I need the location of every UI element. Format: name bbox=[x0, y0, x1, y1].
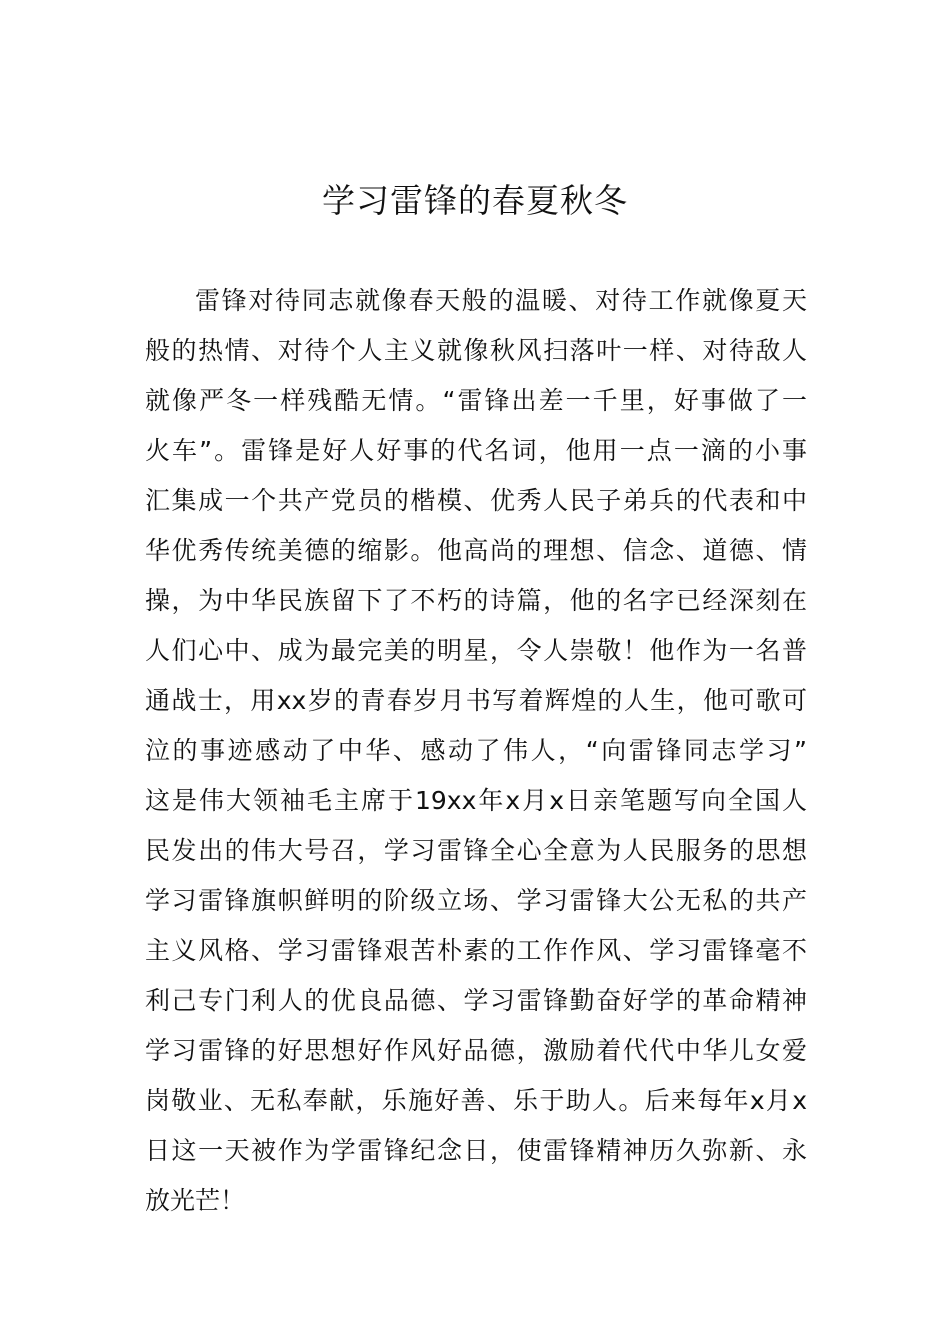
text-line: 火车”。雷锋是好人好事的代名词，他用一点一滴的小事 bbox=[145, 436, 807, 465]
text-line: 汇集成一个共产党员的楷模、优秀人民子弟兵的代表和中 bbox=[145, 486, 807, 515]
text-line: 般的热情、对待个人主义就像秋风扫落叶一样、对待敌人 bbox=[145, 336, 807, 365]
text-line: 利己专门利人的优良品德、学习雷锋勤奋好学的革命精神 bbox=[145, 986, 807, 1015]
text-line: 放光芒！ bbox=[145, 1186, 246, 1215]
document-title: 学习雷锋的春夏秋冬 bbox=[322, 181, 628, 220]
text-line: 就像严冬一样残酷无情。“雷锋出差一千里，好事做了一 bbox=[145, 386, 807, 415]
text-line: 操，为中华民族留下了不朽的诗篇，他的名字已经深刻在 bbox=[145, 586, 807, 615]
text-line: 人们心中、成为最完美的明星，令人崇敬！他作为一名普 bbox=[145, 636, 807, 665]
text-line: 通战士，用xx岁的青春岁月书写着辉煌的人生，他可歌可 bbox=[145, 686, 807, 715]
text-line: 学习雷锋的好思想好作风好品德，激励着代代中华儿女爱 bbox=[145, 1036, 807, 1065]
text-line: 泣的事迹感动了中华、感动了伟人，“向雷锋同志学习” bbox=[145, 736, 807, 765]
text-line: 日这一天被作为学雷锋纪念日，使雷锋精神历久弥新、永 bbox=[145, 1136, 807, 1165]
text-line: 华优秀传统美德的缩影。他高尚的理想、信念、道德、情 bbox=[145, 536, 807, 565]
text-line: 这是伟大领袖毛主席于19xx年x月x日亲笔题写向全国人 bbox=[145, 786, 807, 815]
text-line: 岗敬业、无私奉献，乐施好善、乐于助人。后来每年x月x bbox=[145, 1086, 807, 1115]
text-line: 雷锋对待同志就像春天般的温暖、对待工作就像夏天 bbox=[195, 286, 807, 315]
text-line: 学习雷锋旗帜鲜明的阶级立场、学习雷锋大公无私的共产 bbox=[145, 886, 807, 915]
text-line: 主义风格、学习雷锋艰苦朴素的工作作风、学习雷锋毫不 bbox=[145, 936, 807, 965]
body-paragraph bbox=[145, 276, 807, 1226]
text-line: 民发出的伟大号召，学习雷锋全心全意为人民服务的思想 bbox=[145, 836, 807, 865]
